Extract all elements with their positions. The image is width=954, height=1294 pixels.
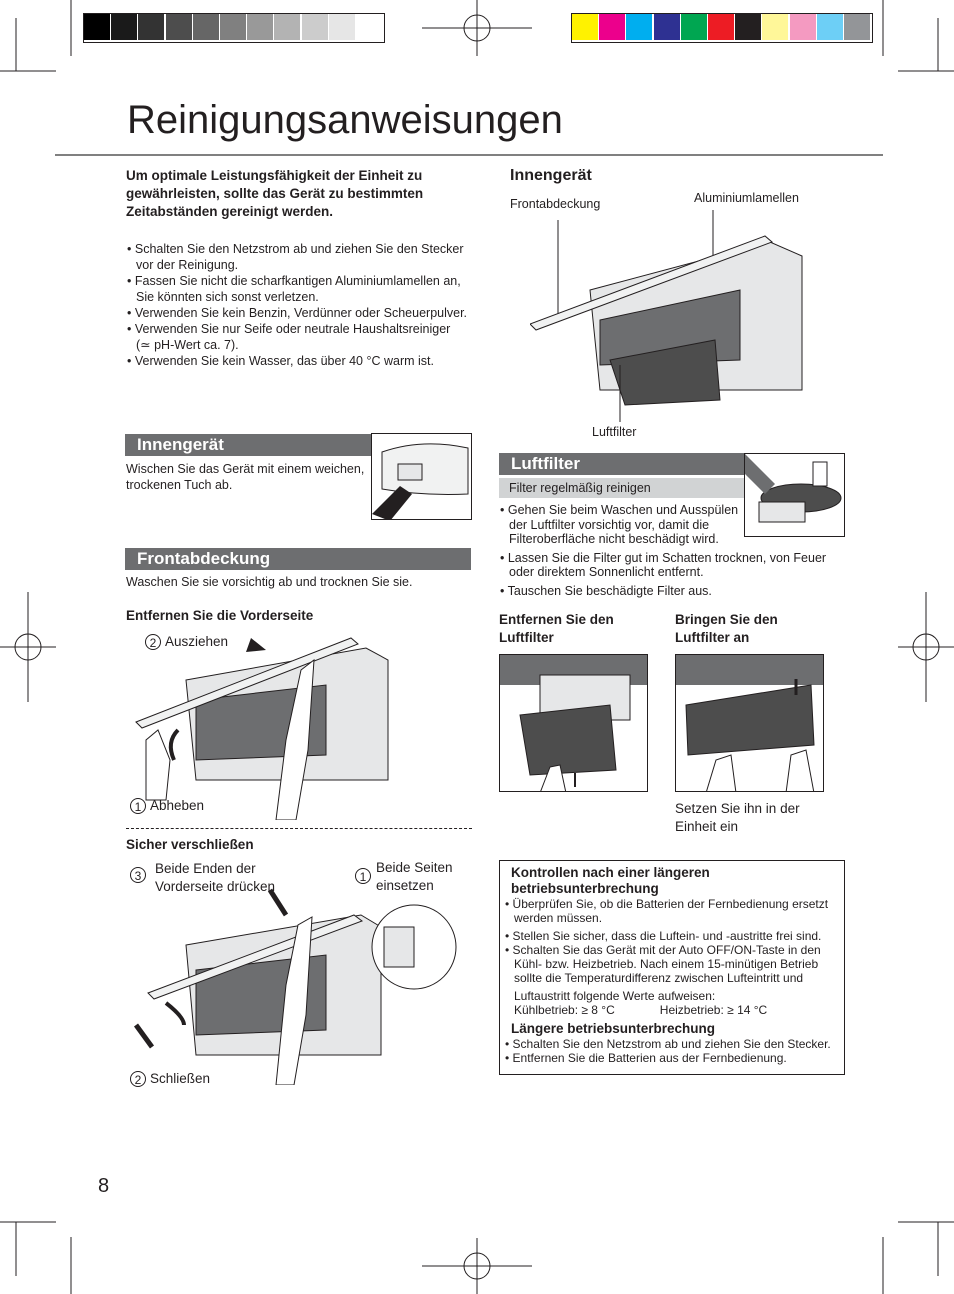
color-swatch <box>626 14 652 40</box>
filter-header: Luftfilter <box>499 453 845 475</box>
checks-title: Kontrollen nach einer längeren betriebsunterbrechung <box>511 865 710 896</box>
checks-bullet: • Schalten Sie das Gerät mit der Auto OFF/ON-Taste in den Kühl- bzw. Heizbetrieb. Nach einem 15-minütigen Betrieb sollte die Temperaturdifferenz zwischen Lufteintritt und <box>505 943 821 985</box>
insert-text: Beide Seiten einsetzen <box>376 860 453 893</box>
color-swatch <box>111 14 137 40</box>
insert-label <box>355 859 475 895</box>
color-swatch <box>329 14 355 40</box>
color-swatch <box>274 14 300 40</box>
step-number: 2 <box>130 1071 146 1087</box>
color-swatch <box>166 14 192 40</box>
color-swatch <box>220 14 246 40</box>
color-swatch <box>84 14 110 40</box>
color-swatch <box>735 14 761 40</box>
color-swatch <box>247 14 273 40</box>
lift-label <box>130 797 204 815</box>
color-swatch <box>193 14 219 40</box>
color-swatch <box>572 14 598 40</box>
lift-text: Abheben <box>150 798 205 813</box>
pull-label <box>145 633 228 651</box>
wipe-illustration <box>371 433 472 520</box>
page-number: 8 <box>98 1175 110 1197</box>
indoor-text: Wischen Sie das Gerät mit einem weichen, trockenen Tuch ab. <box>126 462 365 492</box>
checks-bullets <box>504 897 846 1017</box>
color-swatch <box>599 14 625 40</box>
attach-filter-illustration <box>675 654 824 792</box>
color-swatch <box>681 14 707 40</box>
indoor-unit-diagram <box>530 210 810 425</box>
filter-bullet: • Gehen Sie beim Waschen und Ausspülen der Luftfilter vorsichtig vor, damit die Filteroberfläche nicht beschädigt wird. <box>500 503 739 546</box>
remove-filter-title: Entfernen Sie den Luftfilter <box>499 612 614 645</box>
checks-bullet: • Überprüfen Sie, ob die Batterien der Fernbedienung ersetzt werden müssen. <box>505 897 829 925</box>
color-swatch <box>817 14 843 40</box>
color-swatch <box>844 14 870 40</box>
filter-bullet: • Lassen Sie die Filter gut im Schatten trocknen, von Feuer oder direktem Sonnenlicht entfernt. <box>500 550 827 579</box>
color-swatch <box>138 14 164 40</box>
front-cover-label: Frontabdeckung <box>510 197 601 211</box>
color-swatch <box>790 14 816 40</box>
color-swatch <box>356 14 382 40</box>
front-text: Waschen Sie sie vorsichtig ab und trocknen Sie sie. <box>126 575 413 589</box>
intro-bullets <box>126 241 478 369</box>
heat-value: Heizbetrieb: ≥ 14 °C <box>659 1003 768 1017</box>
attach-filter-title: Bringen Sie den Luftfilter an <box>675 612 778 645</box>
filter-bullets <box>499 503 843 598</box>
intro-bullet: • Schalten Sie den Netzstrom ab und ziehen Sie den Stecker vor der Reinigung. <box>127 242 464 272</box>
filter-subheader: Filter regelmäßig reinigen <box>499 478 745 498</box>
close-front-illustration <box>126 885 472 1085</box>
step-number: 3 <box>130 867 146 883</box>
color-swatch <box>708 14 734 40</box>
pull-text: Ausziehen <box>165 634 229 649</box>
remove-front-title: Entfernen Sie die Vorderseite <box>126 608 314 623</box>
remove-filter-illustration <box>499 654 648 792</box>
temp-values <box>504 1003 846 1017</box>
intro-bullet: • Verwenden Sie nur Seife oder neutrale Haushaltsreiniger <box>127 322 451 336</box>
close-front-title: Sicher verschließen <box>126 837 254 852</box>
intro-bullet: • Verwenden Sie kein Wasser, das über 40 °C warm ist. <box>127 354 434 368</box>
page-title: Reinigungsanweisungen <box>127 98 563 142</box>
checks-box <box>499 860 845 1075</box>
checks-bullet: • Stellen Sie sicher, dass die Luftein- und -austritte frei sind. <box>505 929 822 943</box>
long-title: Längere betriebsunterbrechung <box>511 1021 716 1036</box>
checks-extra: Luftaustritt folgende Werte aufweisen: <box>514 989 716 1003</box>
intro-bullet: • Fassen Sie nicht die scharfkantigen Aluminiumlamellen an, Sie könnten sich sonst verletzen. <box>127 274 461 304</box>
filter-diagram-label: Luftfilter <box>592 425 637 439</box>
color-swatch <box>762 14 788 40</box>
long-bullet: • Schalten Sie den Netzstrom ab und ziehen Sie den Stecker. <box>505 1037 831 1051</box>
diagram-title: Innengerät <box>510 167 592 184</box>
color-swatch <box>654 14 680 40</box>
front-header: Frontabdeckung <box>125 548 471 570</box>
fins-label: Aluminiumlamellen <box>694 191 799 205</box>
long-bullet: • Entfernen Sie die Batterien aus der Fernbedienung. <box>505 1051 787 1065</box>
step-number: 1 <box>355 868 371 884</box>
indoor-header: Innengerät <box>125 434 371 456</box>
color-swatch <box>302 14 328 40</box>
shut-text: Schließen <box>150 1071 211 1086</box>
intro-bullet-cont: (≃ pH-Wert ca. 7). <box>136 338 239 352</box>
press-label <box>130 860 310 896</box>
step-number: 2 <box>145 634 161 650</box>
remove-front-illustration <box>126 630 390 820</box>
dashed-divider <box>126 828 472 829</box>
insert-filter-text: Setzen Sie ihn in der Einheit ein <box>675 801 800 834</box>
press-text: Beide Enden der Vorderseite drücken <box>155 861 276 894</box>
step-number: 1 <box>130 798 146 814</box>
filter-bullet: • Tauschen Sie beschädigte Filter aus. <box>500 583 712 598</box>
long-bullets <box>504 1037 844 1065</box>
intro-bullet: • Verwenden Sie kein Benzin, Verdünner oder Scheuerpulver. <box>127 306 468 320</box>
intro-bold: Um optimale Leistungsfähigkeit der Einheit zu gewährleisten, sollte das Gerät zu bestimmten Zeitabständen gereinigt werden. <box>126 168 424 219</box>
shut-label <box>130 1070 210 1088</box>
cool-value: Kühlbetrieb: ≥ 8 °C <box>514 1003 615 1017</box>
title-rule <box>55 154 883 156</box>
